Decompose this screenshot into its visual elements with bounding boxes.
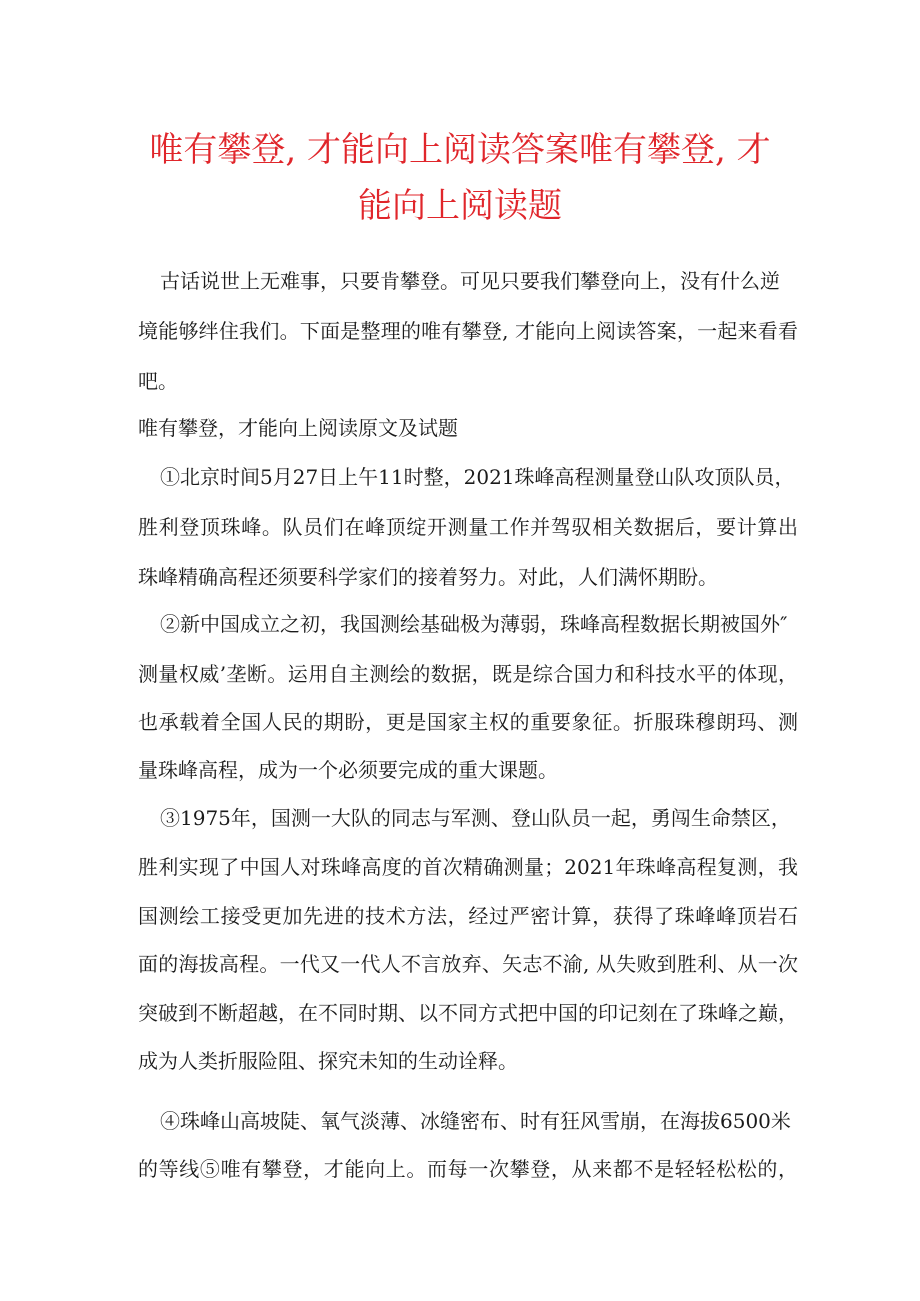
paragraph-1-line-1: ①北京时间5月27日上午11时整，2021珠峰高程测量登山队攻顶队员， [160,465,795,489]
intro-line-2: 境能够绊住我们。下面是整理的唯有攀登, 才能向上阅读答案，一起来看看 [138,319,798,343]
paragraph-4-line-2: 的等线⑤唯有攀登，才能向上。而每一次攀登，从来都不是轻轻松松的， [138,1157,798,1181]
intro-line-1: 古话说世上无难事，只要肯攀登。可见只要我们攀登向上，没有什么逆 [160,269,780,293]
paragraph-2-line-4: 量珠峰高程，成为一个必须要完成的重大课题。 [138,758,558,782]
paragraph-3-line-1: ③1975年，国测一大队的同志与军测、登山队员一起，勇闯生命禁区， [160,806,791,830]
paragraph-3-line-2: 胜利实现了中国人对珠峰高度的首次精确测量；2021年珠峰高程复测，我 [138,855,798,879]
section-heading: 唯有攀登，才能向上阅读原文及试题 [138,416,458,440]
title-line-2: 能向上阅读题 [358,186,562,226]
paragraph-2-line-1: ②新中国成立之初，我国测绘基础极为薄弱，珠峰高程数据长期被国外″ [160,612,788,636]
paragraph-3-line-3: 国测绘工接受更加先进的技术方法，经过严密计算，获得了珠峰峰顶岩石 [138,904,798,928]
title-line-1: 唯有攀登, 才能向上阅读答案唯有攀登, 才 [149,130,771,170]
paragraph-3-line-6: 成为人类折服险阻、探究未知的生动诠释。 [138,1049,518,1073]
paragraph-4-line-1: ④珠峰山高坡陡、氧气淡薄、冰缝密布、时有狂风雪崩，在海拔6500米 [160,1109,791,1133]
paragraph-2-line-3: 也承载着全国人民的期盼，更是国家主权的重要象征。折服珠穆朗玛、测 [138,710,798,734]
paragraph-1-line-3: 珠峰精确高程还须要科学家们的接着努力。对此，人们满怀期盼。 [138,565,718,589]
paragraph-2-line-2: 测量权威’垄断。运用自主测绘的数据，既是综合国力和科技水平的体现， [138,662,798,686]
document-title [100,122,820,234]
paragraph-1-line-2: 胜利登顶珠峰。队员们在峰顶绽开测量工作并驾驭相关数据后，要计算出 [138,515,798,539]
intro-line-3: 吧。 [138,369,178,393]
paragraph-3-line-5: 突破到不断超越，在不同时期、以不同方式把中国的印记刻在了珠峰之巅， [138,1001,798,1025]
paragraph-3-line-4: 面的海拔高程。一代又一代人不言放弃、矢志不渝, 从失败到胜利、从一次 [138,952,798,976]
